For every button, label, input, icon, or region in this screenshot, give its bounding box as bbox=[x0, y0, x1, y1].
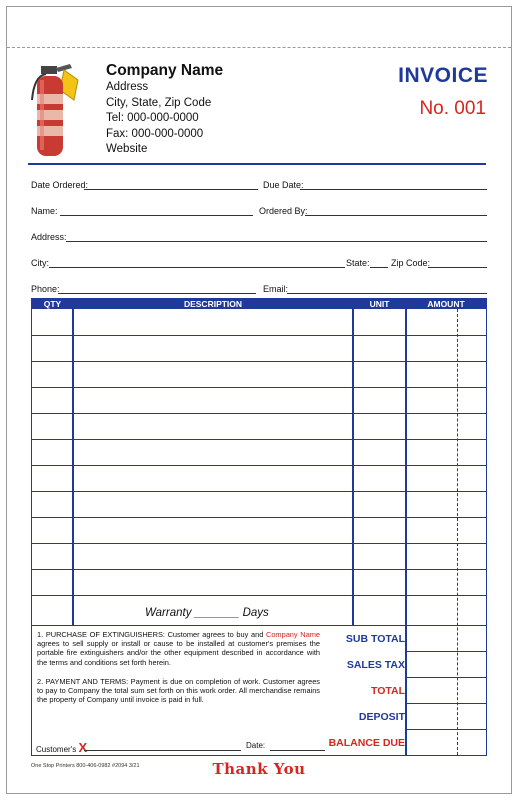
email-field[interactable] bbox=[287, 293, 487, 294]
table-header bbox=[32, 299, 486, 309]
row-line bbox=[32, 517, 486, 518]
unit-header: UNIT bbox=[369, 299, 390, 309]
total-line bbox=[405, 677, 486, 678]
terms-company-name: Company Name bbox=[265, 630, 320, 639]
qty-header: QTY bbox=[43, 299, 62, 309]
row-line bbox=[32, 335, 486, 336]
signature-date-label: Date: bbox=[246, 741, 266, 750]
name-field[interactable] bbox=[60, 215, 253, 216]
amount-divider bbox=[405, 309, 407, 755]
row-line bbox=[32, 491, 486, 492]
company-fax: Fax: 000-000-0000 bbox=[106, 127, 204, 140]
customer-signature-field[interactable] bbox=[84, 750, 241, 751]
header-rule bbox=[28, 163, 486, 165]
customer-signature-label: Customer's X bbox=[36, 740, 88, 755]
row-line bbox=[32, 595, 486, 596]
phone-field[interactable] bbox=[58, 293, 256, 294]
date-ordered-field[interactable] bbox=[84, 189, 258, 190]
qty-divider bbox=[72, 309, 74, 625]
invoice-title: INVOICE bbox=[398, 64, 488, 87]
sub-total-label: SUB TOTAL bbox=[345, 633, 405, 645]
terms-payment: 2. PAYMENT AND TERMS: Payment is due on completion of work. Customer agrees to pay to Company the total sum set forth on this work order. All merchandise remains the property of Company until invoice is paid in full. bbox=[37, 677, 320, 705]
invoice-number: No. 001 bbox=[419, 98, 486, 119]
signature-x-mark: X bbox=[78, 740, 88, 755]
items-end-line bbox=[32, 625, 486, 626]
state-label: State: bbox=[346, 258, 370, 268]
phone-label: Phone: bbox=[31, 284, 60, 294]
perforation-line bbox=[7, 47, 511, 48]
amount-header: AMOUNT bbox=[427, 299, 465, 309]
fire-extinguisher-icon bbox=[26, 60, 86, 160]
description-header: DESCRIPTION bbox=[183, 299, 243, 309]
company-tel: Tel: 000-000-0000 bbox=[106, 112, 199, 124]
city-field[interactable] bbox=[49, 267, 345, 268]
zip-label: Zip Code: bbox=[391, 258, 431, 268]
date-ordered-label: Date Ordered: bbox=[31, 180, 89, 190]
signature-date-field[interactable] bbox=[270, 750, 325, 751]
company-address: Address bbox=[106, 81, 149, 93]
row-line bbox=[32, 543, 486, 544]
row-line bbox=[32, 413, 486, 414]
thank-you-text: Thank You bbox=[212, 760, 306, 778]
terms-purchase: 1. PURCHASE OF EXTINGUISHERS: Customer agrees to buy and Company Name agrees to sell supply or install or cause to be installed at customer's premises the portable fire extinguishers and/or the other equipment described in accordance with the terms and conditions set forth herein. bbox=[37, 630, 320, 667]
due-date-label: Due Date: bbox=[263, 180, 304, 190]
total-line bbox=[405, 703, 486, 704]
total-line bbox=[405, 729, 486, 730]
cents-divider bbox=[457, 309, 458, 755]
city-label: City: bbox=[31, 258, 49, 268]
company-website: Website bbox=[106, 143, 148, 155]
unit-divider bbox=[352, 309, 354, 625]
due-date-field[interactable] bbox=[300, 189, 487, 190]
total-line bbox=[405, 651, 486, 652]
warranty-text: Warranty _______ Days bbox=[145, 607, 269, 619]
row-line bbox=[32, 569, 486, 570]
address-field[interactable] bbox=[66, 241, 487, 242]
company-name: Company Name bbox=[106, 62, 224, 79]
company-info bbox=[106, 62, 223, 158]
row-line bbox=[32, 361, 486, 362]
balance-due-label: BALANCE DUE bbox=[328, 737, 405, 749]
row-line bbox=[32, 465, 486, 466]
name-label: Name: bbox=[31, 206, 58, 216]
sales-tax-label: SALES TAX bbox=[346, 659, 405, 671]
zip-field[interactable] bbox=[428, 267, 487, 268]
state-field[interactable] bbox=[370, 267, 388, 268]
row-line bbox=[32, 387, 486, 388]
company-city: City, State, Zip Code bbox=[106, 96, 212, 109]
deposit-label: DEPOSIT bbox=[358, 711, 405, 723]
printer-credit: One Stop Printers 800-406-0982 #2094 3/21 bbox=[31, 763, 140, 769]
ordered-by-label: Ordered By: bbox=[259, 206, 308, 216]
total-label: TOTAL bbox=[370, 685, 405, 697]
row-line bbox=[32, 439, 486, 440]
address-label: Address: bbox=[31, 232, 67, 242]
email-label: Email: bbox=[263, 284, 289, 294]
ordered-by-field[interactable] bbox=[305, 215, 487, 216]
